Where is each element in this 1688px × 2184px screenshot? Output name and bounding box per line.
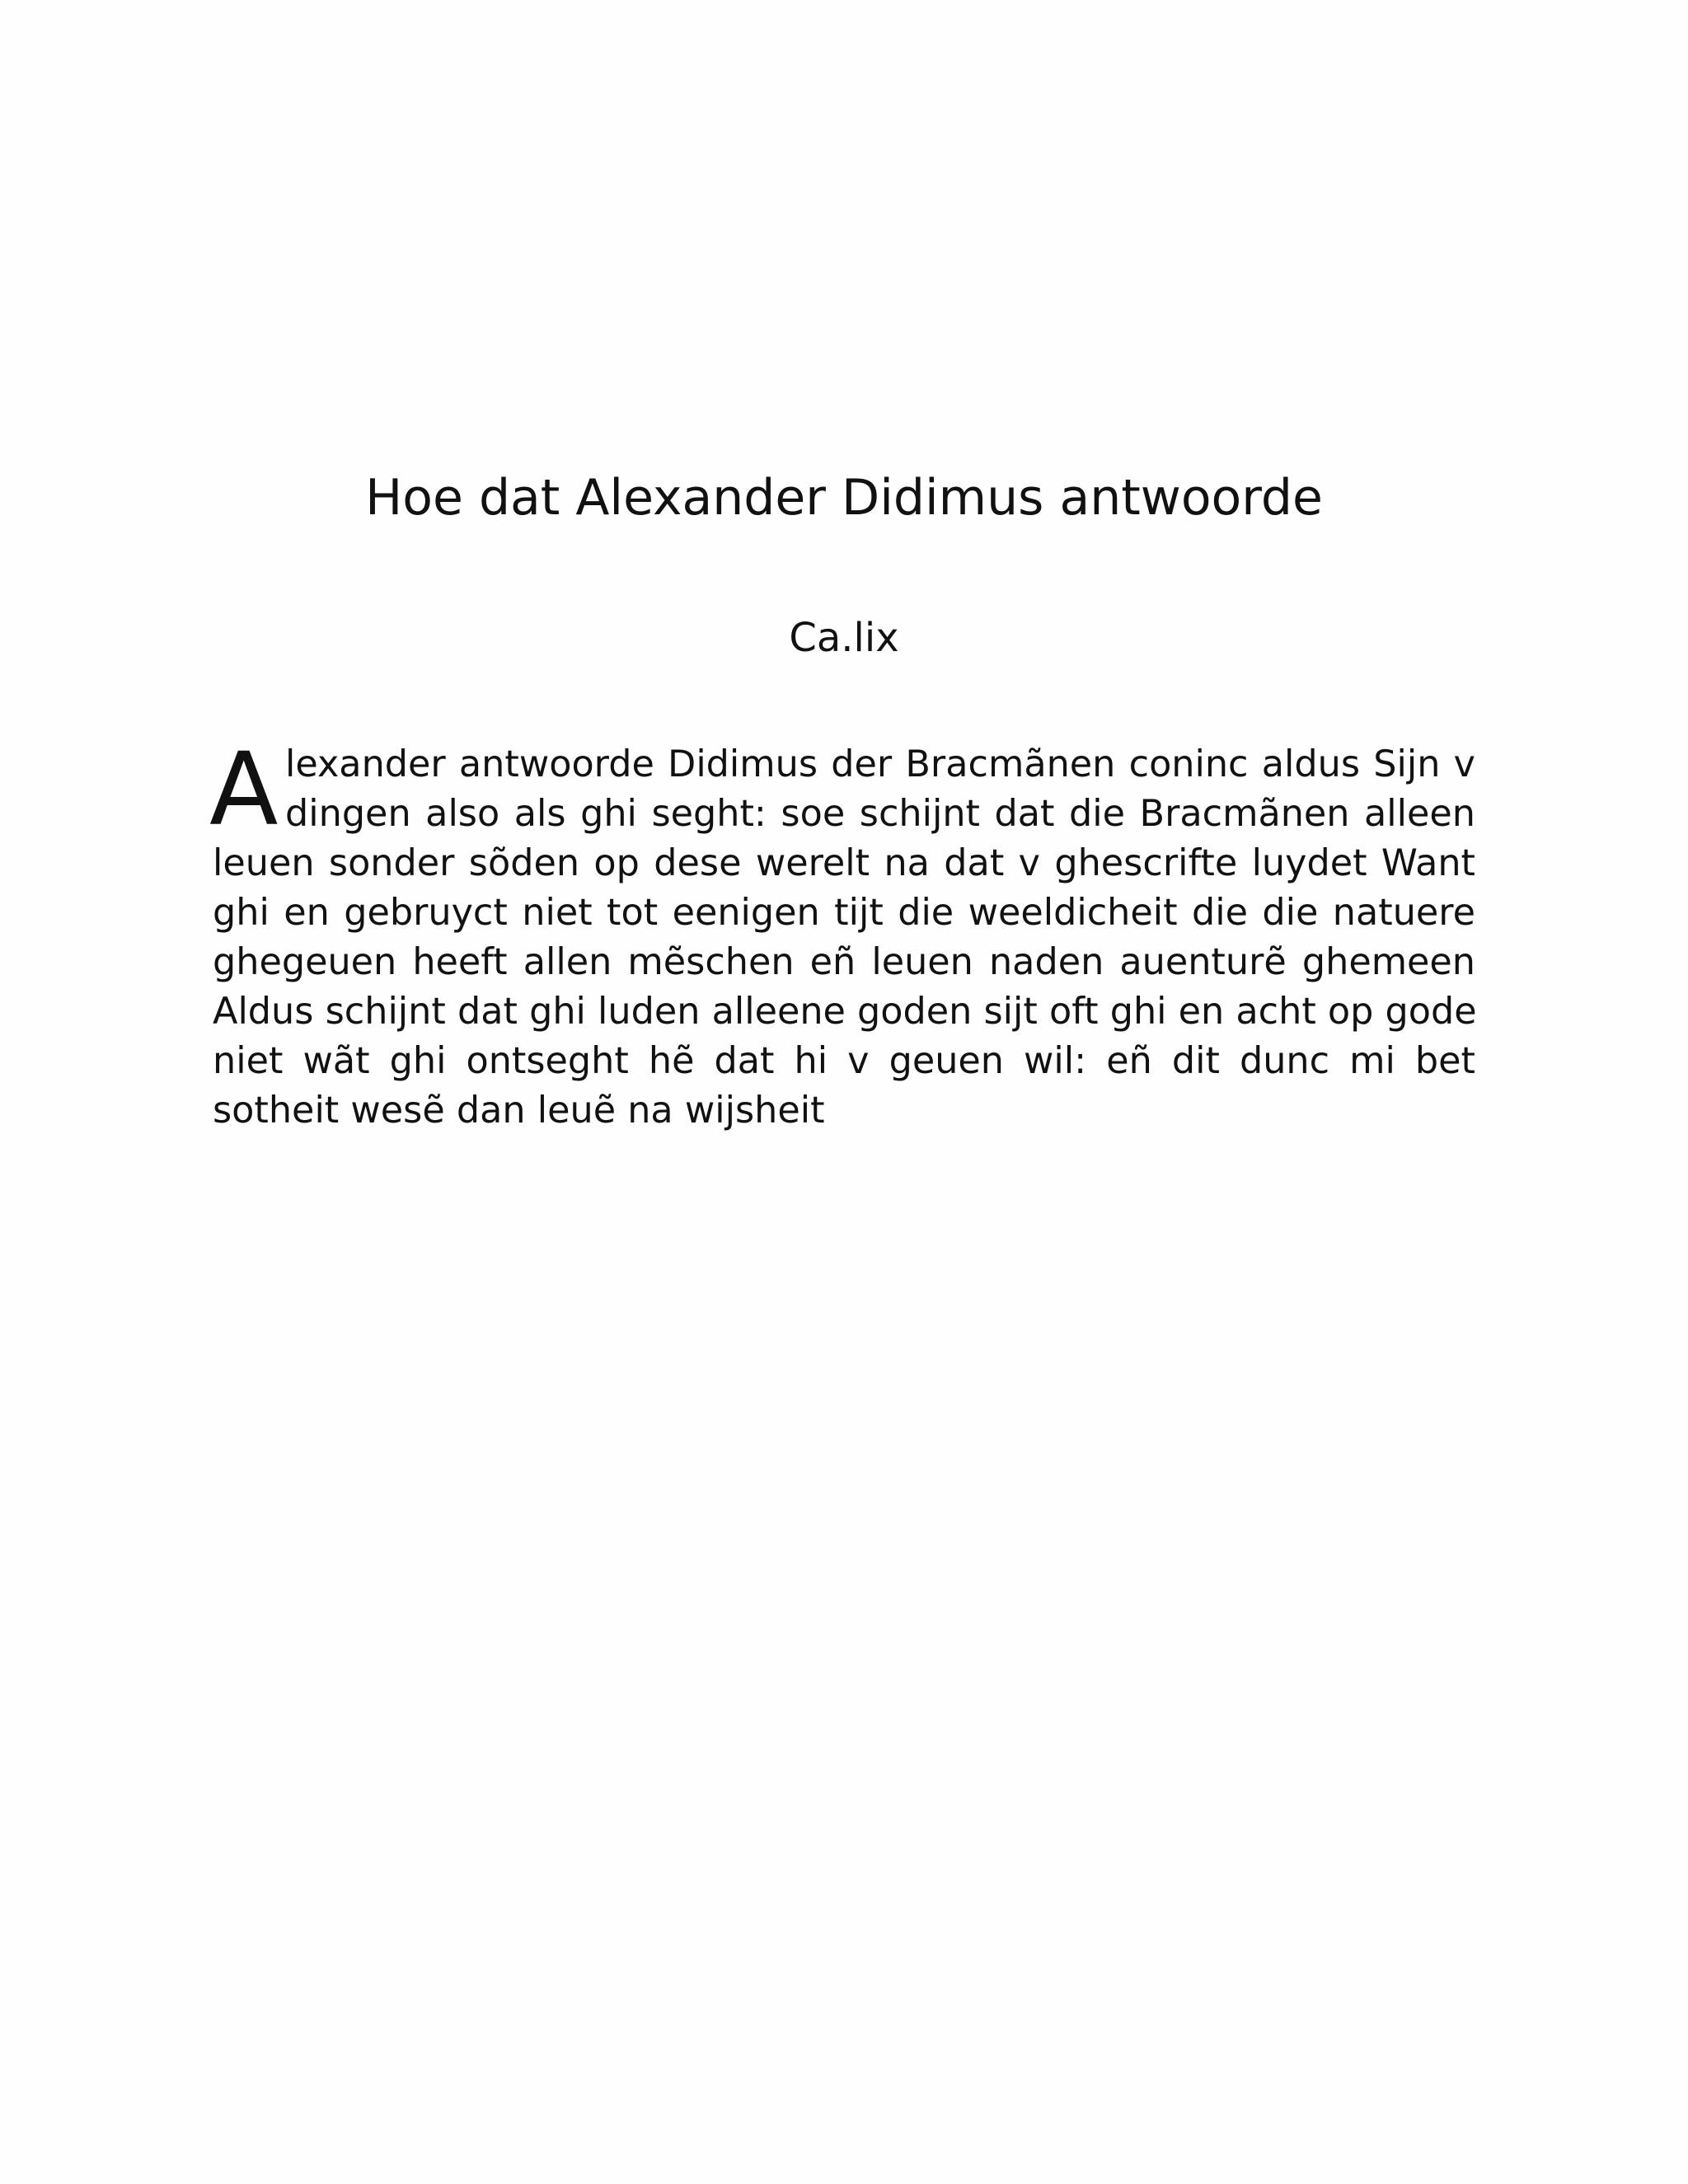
text-line: lexander antwoorde Didimus der Bracmãnen coninc aldus Sijn v: [285, 743, 1475, 785]
text-line: dingen also als ghi seght: soe schijnt dat die Bracmãnen alleen: [285, 793, 1475, 835]
text-line: leuen sonder sõden op dese werelt na dat v ghescrifte luydet Want: [213, 842, 1475, 884]
body-text: [209, 731, 1477, 1136]
drop-cap: A: [209, 731, 279, 848]
text-line: sotheit wesẽ dan leuẽ na wijsheit: [213, 1090, 825, 1132]
text-line: Aldus schijnt dat ghi luden alleene goden sijt oft ghi en acht op gode: [213, 991, 1477, 1033]
chapter-title: Hoe dat Alexander Didimus antwoorde: [365, 469, 1323, 527]
text-line: ghegeuen heeft allen mẽschen eñ leuen naden auenturẽ ghemeen: [213, 941, 1475, 983]
text-line: niet wãt ghi ontseght hẽ dat hi v geuen wil: eñ dit dunc mi bet: [213, 1040, 1475, 1082]
chapter-number: Ca.lix: [789, 615, 899, 661]
text-line: ghi en gebruyct niet tot eenigen tijt die weeldicheit die die natuere: [213, 892, 1475, 934]
